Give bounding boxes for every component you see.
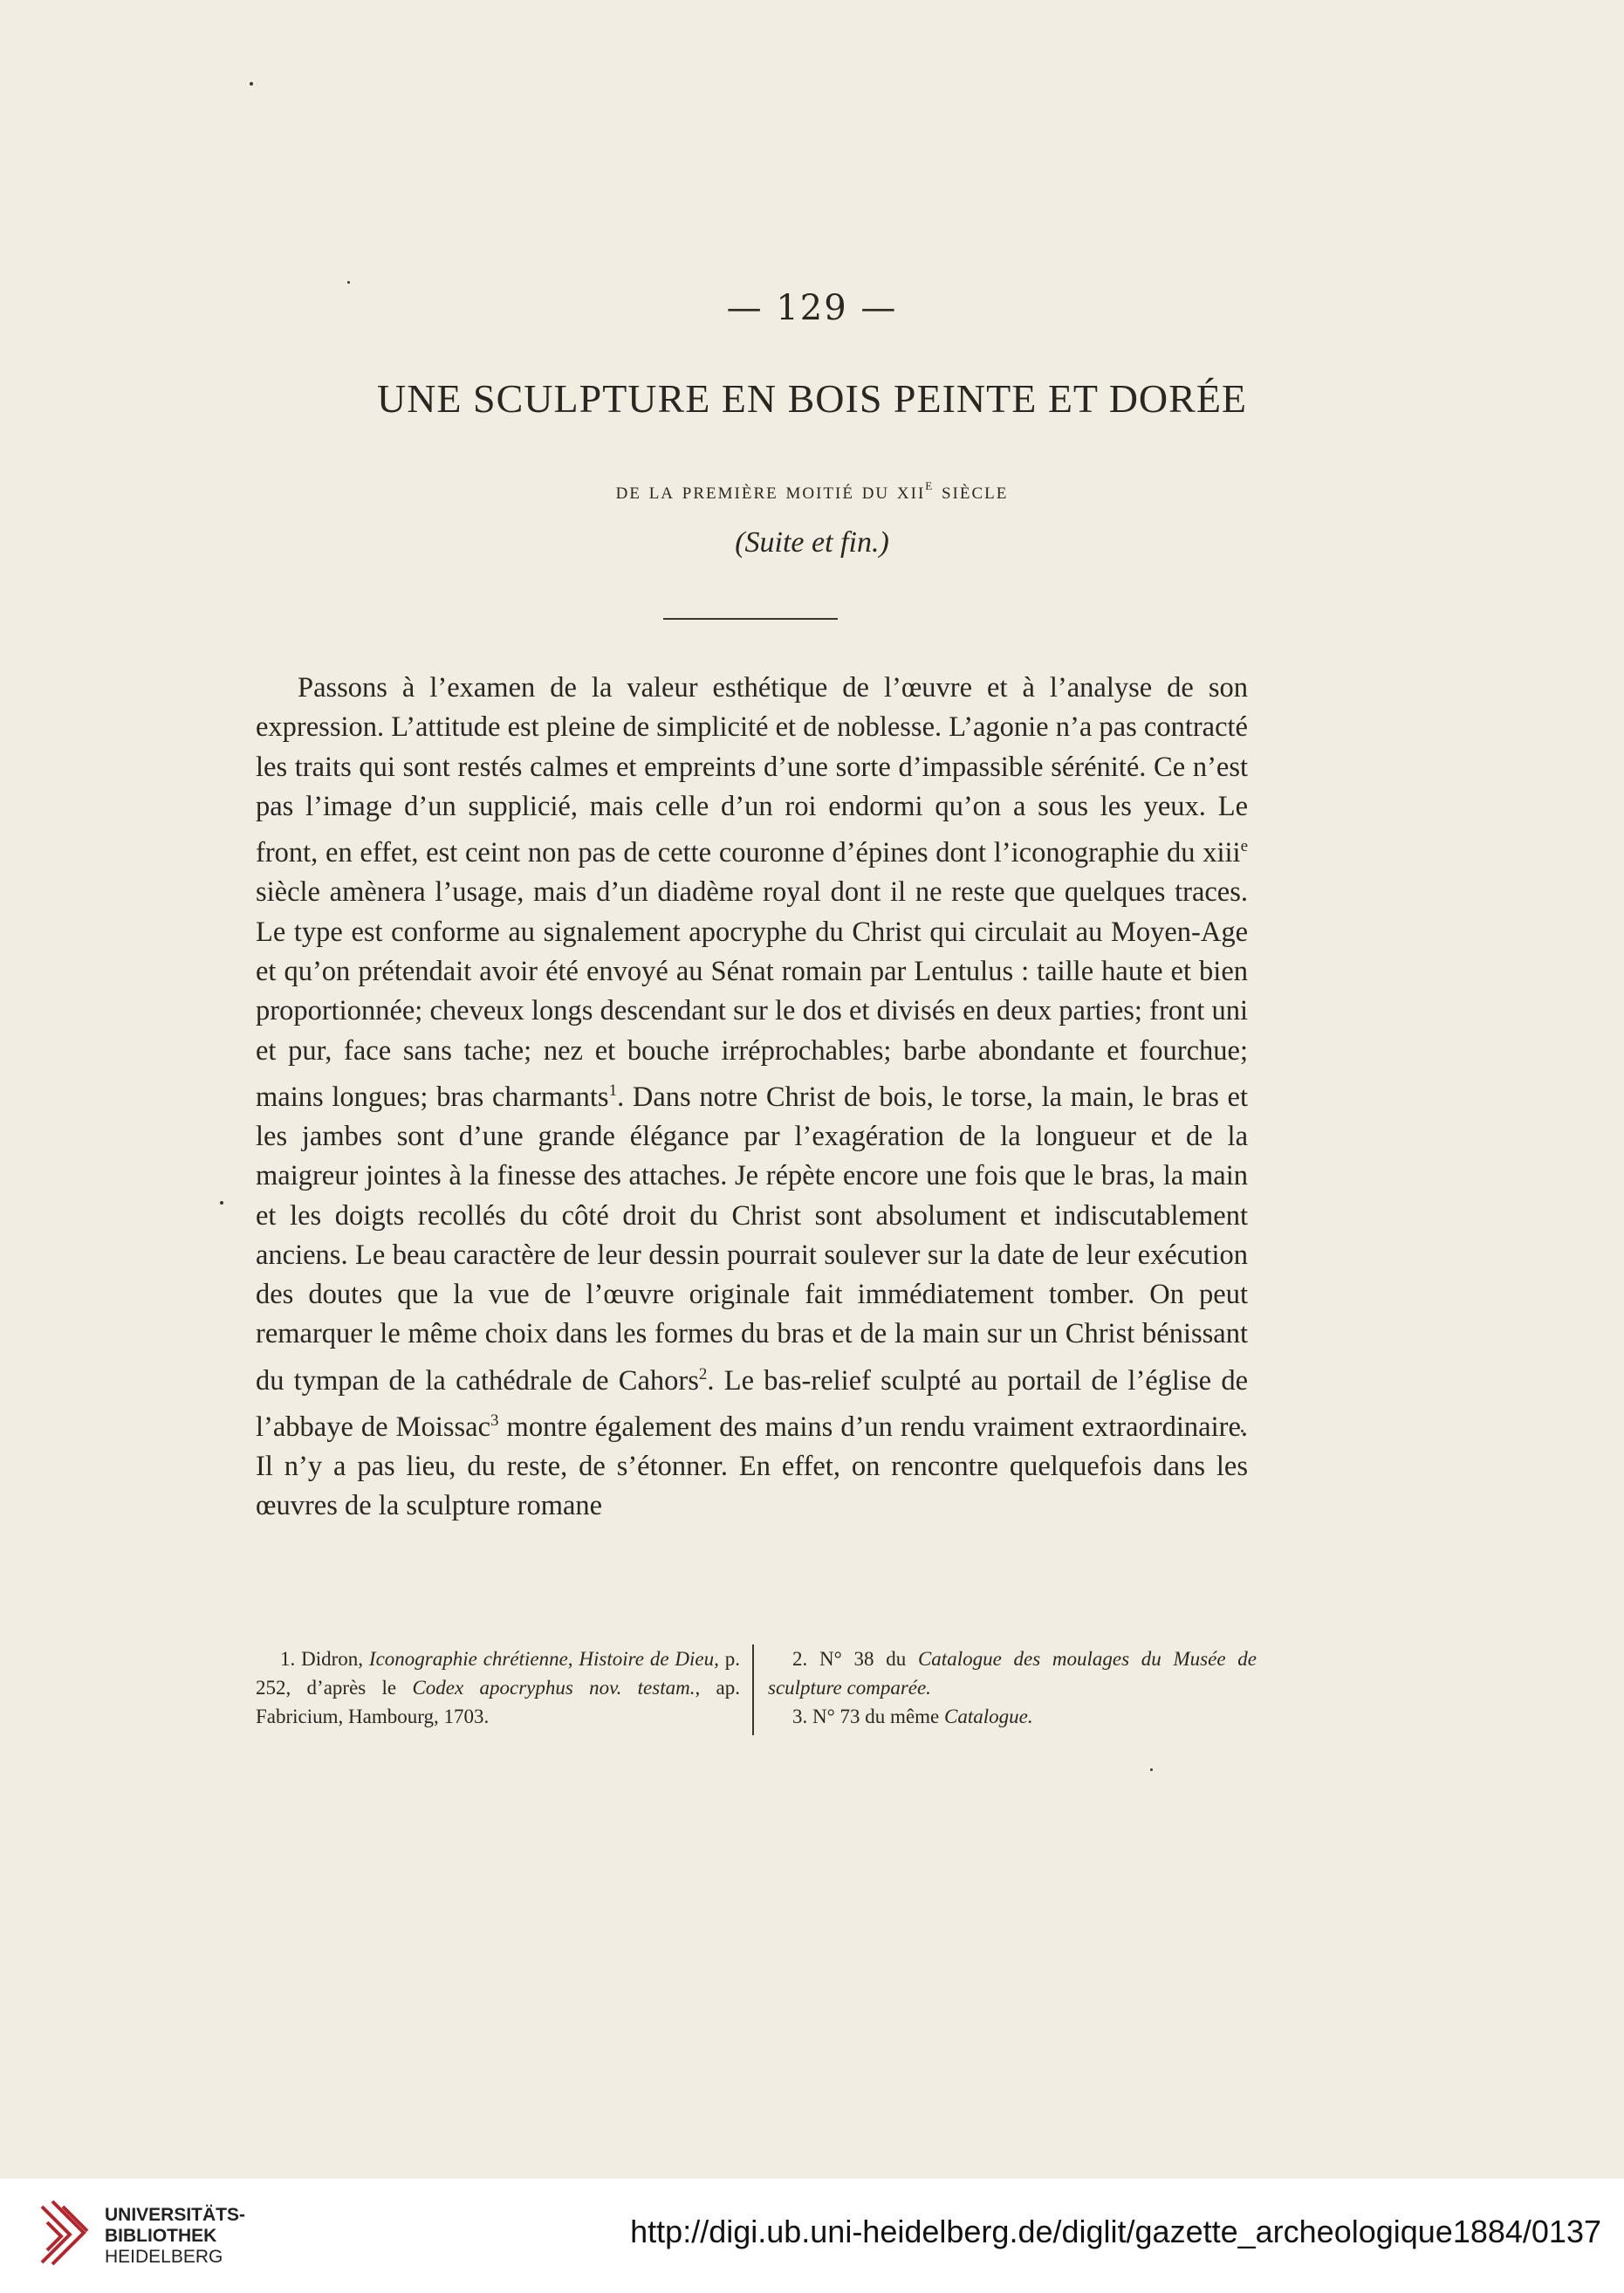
superscript: e (1240, 837, 1248, 856)
footnotes-right-column (768, 1644, 1257, 1731)
italic-text: Codex apocryphus nov. testam. (412, 1677, 696, 1699)
paper-speck (347, 281, 350, 284)
library-name-line1: UNIVERSITÄTS- (105, 2205, 246, 2225)
superscript: 3 (490, 1411, 499, 1430)
text-run: siècle amènera l’usage, mais d’un diadème royal dont il ne reste que quelques traces. Le type est conforme au signalement apocryphe du Christ qui circulait au Moyen-Age et qu’on prétendait avoir été envoyé au Sénat romain par Lentulus : taille haute et bien proportionnée; cheveux longs descendant sur le dos et divisés en deux parties; front uni et pur, face sans tache; nez et bouche irréprochables; barbe abondante et fourchue; mains longues; bras charmants (256, 876, 1248, 1113)
subtitle-superscript: e (925, 476, 935, 493)
paper-speck (1150, 1768, 1153, 1771)
text-run: 1. Didron, (280, 1648, 369, 1670)
italic-text: Catalogue. (944, 1706, 1033, 1727)
library-logo-icon (35, 2198, 93, 2273)
article-subtitle (0, 476, 1624, 505)
text-run: , ap. Fabricium, Hambourg, 1703. (256, 1677, 740, 1727)
footnote-1 (256, 1644, 740, 1731)
viewer-footer (0, 2179, 1624, 2293)
article-title: UNE SCULPTURE EN BOIS PEINTE ET DORÉE (376, 376, 1248, 421)
text-run: p. 252, d’après le (256, 1648, 741, 1699)
subtitle-text: de la première moitié du xii (615, 477, 926, 504)
library-name-line3: HEIDELBERG (105, 2247, 223, 2267)
page-number: — 129 — (726, 288, 898, 328)
library-name-line2: BIBLIOTHEK (105, 2226, 217, 2246)
italic-text: Catalogue des moulages du Musée de sculpture comparée. (768, 1648, 1257, 1699)
paper-speck (220, 1201, 223, 1205)
permalink-url[interactable]: http://digi.ub.uni-heidelberg.de/diglit/gazette_archeologique1884/0137 (630, 2214, 1601, 2249)
library-name (105, 2205, 245, 2268)
title-divider (663, 618, 838, 620)
body-text (256, 669, 1248, 1527)
subtitle-text-end: siècle (934, 477, 1009, 504)
paper-speck (250, 82, 253, 86)
text-run: 3. N° 73 du même (792, 1706, 945, 1727)
text-run: 2. N° 38 du (792, 1648, 918, 1670)
body-paragraph (256, 669, 1248, 1527)
text-run: montre également des mains d’un rendu vraiment extraordinaire. Il n’y a pas lieu, du reste, de s’étonner. En effet, on rencontre quelquefois dans les œuvres de la sculpture romane (256, 1411, 1248, 1522)
italic-text: Iconographie chrétienne, Histoire de Dieu, (368, 1648, 719, 1670)
footnote-column-divider (752, 1644, 754, 1735)
footnotes-left-column (256, 1644, 740, 1731)
text-run: Passons à l’examen de la valeur esthétique de l’œuvre et à l’analyse de son expression. L’attitude est pleine de simplicité et de noblesse. L’agonie n’a pas contracté les traits qui sont restés calmes et empreints d’une sorte d’impassible sérénité. Ce n’est pas l’image d’un supplicié, mais celle d’un roi endormi qu’on a sous les yeux. Le front, en effet, est ceint non pas de cette couronne d’épines dont l’iconographie du xiii (256, 672, 1248, 869)
text-run: . Dans notre Christ de bois, le torse, la main, le bras et les jambes sont d’une grande élégance par l’exagération de la longueur et de la maigreur jointes à la finesse des attaches. Je répète encore une fois que le bras, la main et les doigts recollés du côté droit du Christ sont absolument et indiscutablement anciens. Le beau caractère de leur dessin pourrait soulever sur la date de leur exécution des doutes que la vue de l’œuvre originale fait immédiatement tomber. On peut remarquer le même choix dans les formes du bras et de la main sur un Christ bénissant du tympan de la cathédrale de Cahors (256, 1081, 1248, 1397)
text-run: . Le bas-relief sculpté au portail de l’église de l’abbaye de Moissac (256, 1364, 1248, 1443)
footnote-2 (768, 1644, 1257, 1702)
superscript: 1 (608, 1081, 618, 1100)
footnote-3 (768, 1702, 1257, 1731)
superscript: 2 (698, 1364, 708, 1383)
continuation-note: (Suite et fin.) (735, 526, 889, 559)
